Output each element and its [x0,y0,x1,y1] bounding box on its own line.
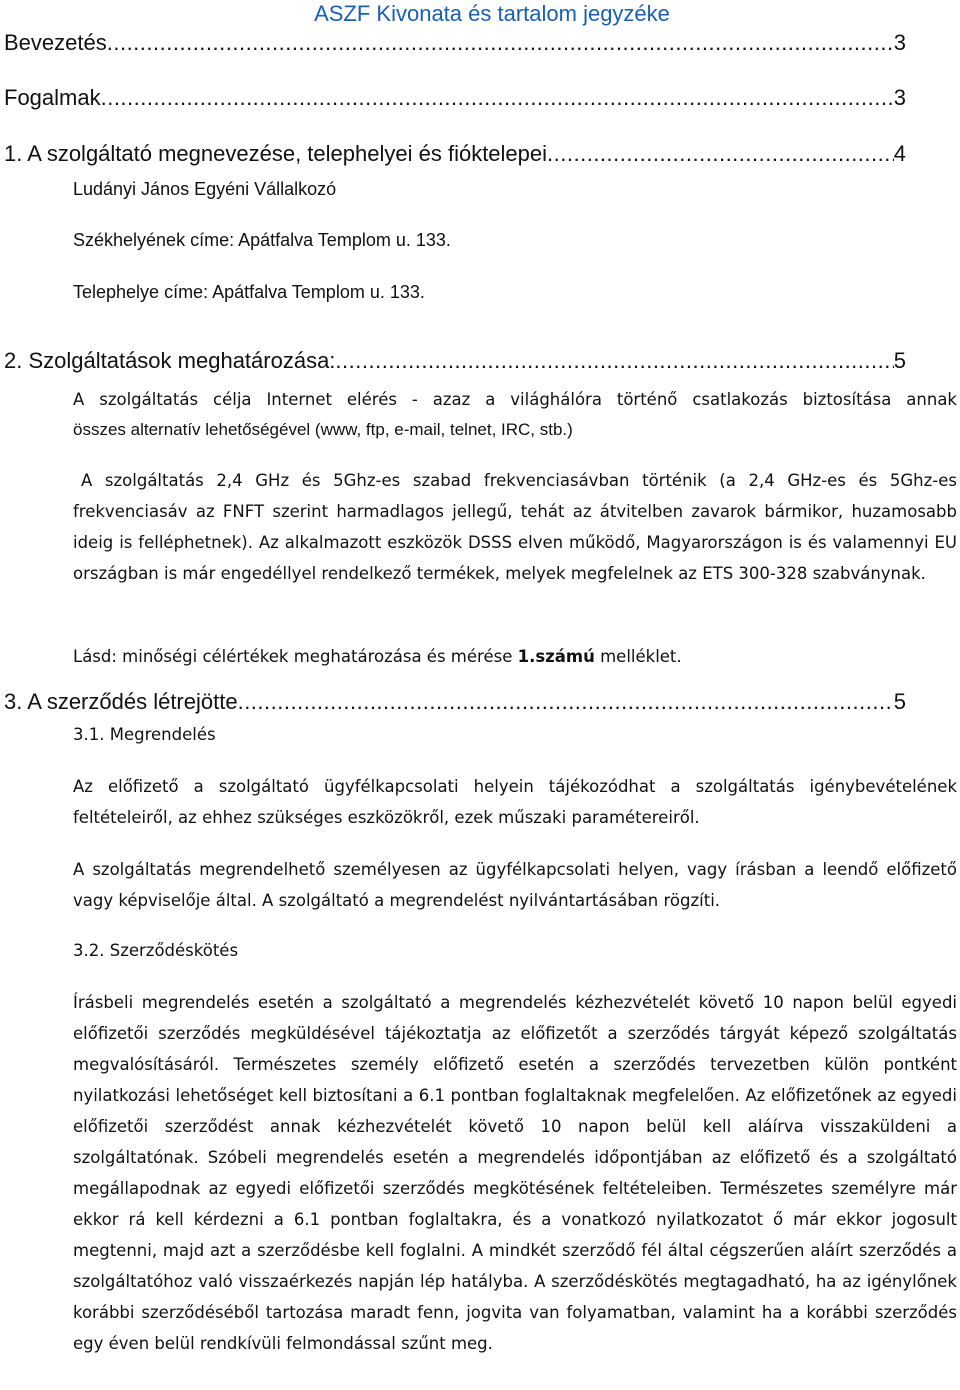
see-suffix: melléklet. [594,647,682,666]
provider-seat: Székhelyének címe: Apátfalva Templom u. 133. [73,230,451,250]
toc-entry-section1[interactable] [4,141,906,167]
services-see-reference [73,645,682,669]
signing-heading: 3.2. Szerződéskötés [73,941,239,960]
provider-site: Telephelye címe: Apátfalva Templom u. 133. [73,282,425,302]
toc-page: 5 [893,689,906,714]
toc-label: 3. A szerződés létrejötte [4,689,238,714]
toc-leader [101,85,894,111]
services-frequency-paragraph: A szolgáltatás 2,4 GHz és 5Ghz-es szabad frekvenciasávban történik (a 2,4 GHz-es és 5Ghz-es frekvenciasáv az FNFT szerint harmadlagos jellegű, tehát az átvitelben zavarok bármikor, huzamosabb ideig is felléphetnek). Az alkalmazott eszközök DSSS elven működő, Magyarországon is és valamennyi EU országban is már engedéllyel rendelkező termékek, melyek megfelelnek az ETS 300-328 szabványnak. [73,471,957,583]
toc-entry-concepts[interactable] [4,85,906,111]
toc-page: 3 [893,30,906,55]
toc-entry-intro[interactable] [4,30,906,56]
see-prefix: Lásd: minőségi célértékek meghatározása és mérése [73,647,518,666]
order-paragraph-1: Az előfizető a szolgáltató ügyfélkapcsolati helyein tájékozódhat a szolgáltatás igénybevételének feltételeiről, az ehhez szükséges eszközökről, ezek műszaki paramétereiről. [73,777,957,827]
toc-label: Bevezetés [4,30,107,55]
services-purpose-line1: A szolgáltatás célja Internet elérés - azaz a világhálóra történő csatlakozás biztosítása annak [73,390,957,409]
order-paragraph-2: A szolgáltatás megrendelhető személyesen az ügyfélkapcsolati helyen, vagy írásban a leendő előfizető vagy képviselője által. A szolgáltató a megrendelést nyilvántartásában rögzíti. [73,860,957,910]
toc-page: 4 [893,141,906,166]
order-heading: 3.1. Megrendelés [73,725,216,744]
toc-entry-section3[interactable] [4,689,906,715]
toc-leader [238,689,894,715]
document-title: ASZF Kivonata és tartalom jegyzéke [314,1,670,26]
see-annex-number: 1.számú [517,647,595,666]
signing-paragraph: Írásbeli megrendelés esetén a szolgáltató a megrendelés kézhezvételét követő 10 napon belül egyedi előfizetői szerződés megküldésével tájékoztatja az előfizetőt a szerződés tárgyát képező szolgáltatás megvalósításáról. Természetes személy előfizető esetén a szerződés tervezetben külön pontként nyilatkozási lehetőséget kell biztosítani a 6.1 pontban foglaltaknak megfelelően. Az előfizetőnek az egyedi előfizetői szerződést annak kézhezvételét követő 10 napon belül kell aláírva visszaküldeni a szolgáltatónak. Szóbeli megrendelés esetén a megrendelés időpontjában az előfizető és a szolgáltató megállapodnak az egyedi előfizetői szerződés megkötésének feltételeiben. Természetes személyre már ekkor rá kell kérdezni a 6.1 pontban foglaltakra, és a vonatkozó nyilatkozatot ő már ekkor jogosult megtenni, majd azt a szerződésbe kell foglalni. A mindkét szerződő fél által cégszerűen aláírt szerződés a szolgáltatóhoz való visszaérkezés napján lép hatályba. A szerződéskötés megtagadható, ha az igénylőnek korábbi szerződéséből tartozása maradt fenn, jogvita van folyamatban, valamint ha a korábbi szerződés egy éven belül rendkívüli felmondással szűnt meg. [73,993,957,1353]
toc-label: 1. A szolgáltató megnevezése, telephelyei és fióktelepei [4,141,548,166]
toc-label: Fogalmak [4,85,101,110]
toc-entry-section2[interactable] [4,348,906,374]
toc-label: 2. Szolgáltatások meghatározása: [4,348,336,373]
toc-leader [335,348,893,374]
toc-leader [107,30,894,56]
toc-page: 3 [893,85,906,110]
toc-leader [547,141,894,167]
provider-name: Ludányi János Egyéni Vállalkozó [73,179,337,199]
services-purpose-line2: összes alternatív lehetőségével (www, ftp, e-mail, telnet, IRC, stb.) [73,420,573,439]
toc-page: 5 [893,348,906,373]
